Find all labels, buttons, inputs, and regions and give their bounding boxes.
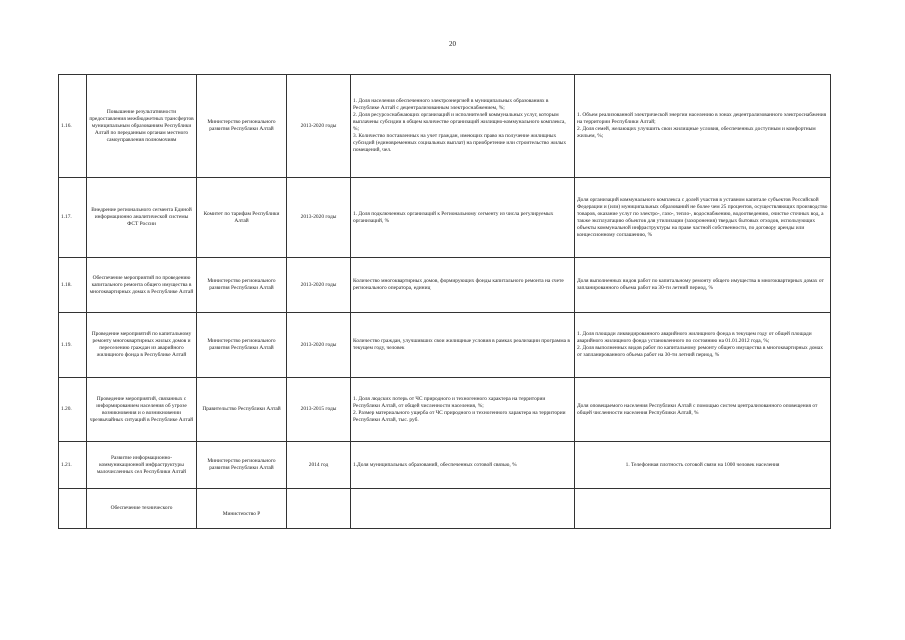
table-row: [59, 313, 831, 378]
indicators-cell: [351, 489, 575, 529]
indicator-item: Количество многоквартирных домов, формирующих фонды капитального ремонта на счете регионального оператора, единиц: [353, 278, 564, 291]
term: 2014 год: [287, 442, 351, 489]
table-row: [59, 378, 831, 442]
row-number: [59, 489, 87, 529]
responsible-executor: Комитет по тарифам Республики Алтай: [197, 178, 287, 258]
indicator-item: 2. Размер материального ущерба от ЧС природного и техногенного характера на территории Республики Алтай, тыс. руб.: [353, 409, 566, 423]
results-cell: [575, 75, 831, 178]
results-cell: [575, 489, 831, 529]
term: 2013-2020 годы: [287, 258, 351, 313]
page-number: 20: [449, 40, 456, 48]
result-item: 2. Доля выполненных видов работ по капитальному ремонту общего имущества в многоквартирных домах от запланированного объема работ на 30-ти летний период, %: [577, 345, 823, 358]
table-row: [59, 75, 831, 178]
indicators-cell: [351, 313, 575, 378]
activity-name: Внедрение регионального сегмента Единой информационно аналитической системы ФСТ России: [87, 178, 197, 258]
activity-name: Проведение мероприятий по капитальному ремонту многоквартирных жилых домов и переселению граждан из аварийного жилищного фонда в Республике Алтай: [87, 313, 197, 378]
responsible-executor: [197, 489, 287, 529]
indicator-item: 1. Доля людских потерь от ЧС природного и техногенного характера на территории Республики Алтай, от общей численности населения, %;: [353, 395, 546, 409]
result-item: 1. Объем реализованной электрической энергии населению в зонах децентрализованного электроснабжения на территории Республики Алтай;: [577, 112, 827, 125]
program-activities-table: [58, 74, 831, 529]
indicator-item: 1.Доля муниципальных образований, обеспеченных сотовой связью, %: [353, 461, 517, 468]
activity-name: Повышение результативности предоставления межбюджетных трансфертов муниципальным образованиям Республики Алтай по переданным органам местного самоуправления полномочиям: [87, 75, 197, 178]
result-item: 1. Телефонная плотность сотовой связи на 1000 человек населения: [625, 461, 780, 468]
indicators-cell: [351, 378, 575, 442]
activity-name-text: Обеспечение технического: [110, 505, 173, 511]
results-cell: [575, 378, 831, 442]
indicators-cell: [351, 442, 575, 489]
indicators-cell: [351, 178, 575, 258]
responsible-executor: Министерство регионального развития Республики Алтай: [197, 258, 287, 313]
term: [287, 489, 351, 529]
result-item: Доля организаций коммунального комплекса с долей участия в уставном капитале субъектов Российской Федерации и (или) муниципальных образований не более чем 25 процентов, осуществляющих производство товаров, оказание услуг по электро-, газо-, тепло-, водоснабжению, водоотведению, очистке сточных вод, а также эксплуатацию объектов для утилизации (захоронения) твердых бытовых отходов, использующих объекты коммунальной инфраструктуры на праве частной собственности, по договору аренды или концессионному соглашению, %: [577, 196, 828, 238]
activity-name: [87, 489, 197, 529]
term: 2013-2020 годы: [287, 313, 351, 378]
results-cell: [575, 442, 831, 489]
term: 2013-2020 годы: [287, 75, 351, 178]
indicator-item: 1. Доля подключенных организаций к Региональному сегменту из числа регулируемых организаций, %: [353, 210, 554, 224]
results-cell: [575, 258, 831, 313]
table-row: [59, 442, 831, 489]
row-number: 1.18.: [59, 258, 87, 313]
responsible-executor: Министерство регионального развития Республики Алтай: [197, 442, 287, 489]
results-cell: [575, 178, 831, 258]
indicators-cell: [351, 75, 575, 178]
responsible-executor-text: Министерство Р: [222, 510, 261, 515]
term: 2013-2015 годы: [287, 378, 351, 442]
responsible-executor: Правительство Республики Алтай: [197, 378, 287, 442]
indicator-item: 3. Количество поставленных на учет граждан, имеющих право на получение жилищных субсидий (единовременных социальных выплат) на приобретение или строительство жилых помещений, чел.: [353, 133, 567, 153]
row-number: 1.19.: [59, 313, 87, 378]
result-item: Доля выполненных видов работ по капитальному ремонту общего имущества в многоквартирных домах от запланированного объема работ на 30-ти летний период, %: [577, 278, 824, 291]
row-number: 1.20.: [59, 378, 87, 442]
result-item: 2. Доля семей, желающих улучшить свои жилищные условия, обеспеченных доступным и комфортным жильем, %;: [577, 126, 816, 139]
activity-name: Обеспечение мероприятий по проведению капитального ремонта общего имущества в многоквартирных домах в Республике Алтай: [87, 258, 197, 313]
indicator-item: 2. Доля ресурсоснабжающих организаций и исполнителей коммунальных услуг, которым выплачены субсидии в общем количестве организаций жилищно-коммунального комплекса, %;: [353, 112, 566, 132]
row-number: 1.21.: [59, 442, 87, 489]
results-cell: [575, 313, 831, 378]
indicators-cell: [351, 258, 575, 313]
result-item: Доля оповещаемого населения Республики Алтай с помощью систем централизованного оповещения от общей численности населения Республики Алтай, %: [577, 402, 818, 416]
indicator-item: Количество граждан, улучшивших свои жилищные условия в рамках реализации программа в текущем году, человек: [353, 338, 570, 351]
table-row: [59, 258, 831, 313]
responsible-executor: Министерство регионального развития Республики Алтай: [197, 75, 287, 178]
indicator-item: 1. Доля населения обеспеченного электроэнергией в муниципальных образованиях в Республике Алтай с децентрализованным электроснабжением, %;: [353, 98, 549, 111]
term: 2013-2020 годы: [287, 178, 351, 258]
table-row: [59, 489, 831, 529]
responsible-executor: Министерство регионального развития Республики Алтай: [197, 313, 287, 378]
activity-name: Развитие информационно-коммуникационной инфраструктуры малочисленных сел Республики Алтай: [87, 442, 197, 489]
table-row: [59, 178, 831, 258]
row-number: 1.17.: [59, 178, 87, 258]
row-number: 1.16.: [59, 75, 87, 178]
result-item: 1. Доля площади ликвидированного аварийного жилищного фонда в текущем году от общей площади аварийного жилищного фонда установленного по состоянию на 01.01.2012 года, %;: [577, 331, 812, 344]
activity-name: Проведение мероприятий, связанных с информированием населения об угрозе возникновения и о возникновении чрезвычайных ситуаций в Республике Алтай: [87, 378, 197, 442]
